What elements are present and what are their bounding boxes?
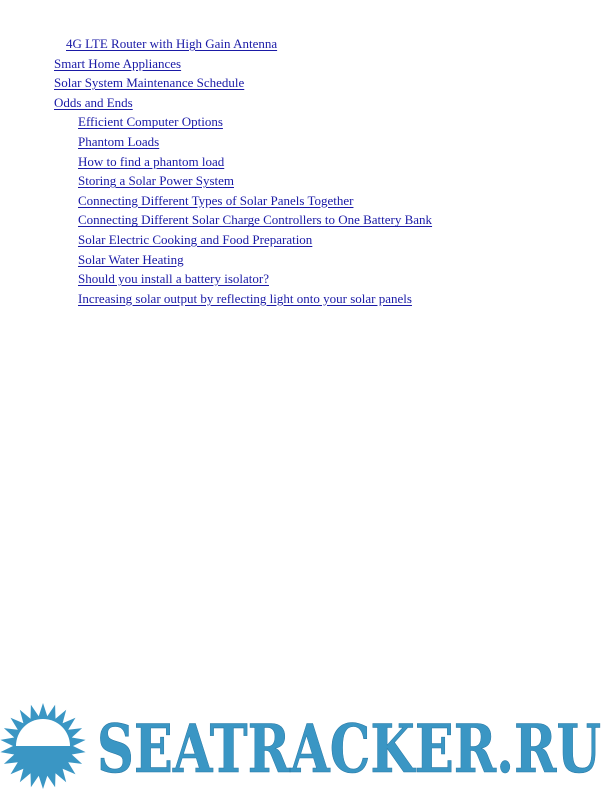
toc-link-storing-solar-system[interactable]: Storing a Solar Power System	[78, 173, 234, 189]
watermark-footer	[0, 700, 612, 792]
toc-link-solar-cooking[interactable]: Solar Electric Cooking and Food Preparation	[78, 231, 313, 247]
toc-link-efficient-computer-options[interactable]: Efficient Computer Options	[78, 114, 223, 130]
toc-link-battery-isolator[interactable]: Should you install a battery isolator?	[78, 271, 269, 287]
toc-link-solar-water-heating[interactable]: Solar Water Heating	[78, 251, 184, 267]
watermark-text: SEATRACKER.RU	[97, 710, 601, 788]
toc-link-solar-maintenance-schedule[interactable]: Solar System Maintenance Schedule	[54, 75, 245, 91]
toc-link-connecting-panel-types[interactable]: Connecting Different Types of Solar Panels Together	[78, 192, 354, 208]
toc-link-find-phantom-load[interactable]: How to find a phantom load	[78, 153, 225, 169]
toc-link-smart-home-appliances[interactable]: Smart Home Appliances	[54, 55, 182, 71]
table-of-contents	[0, 34, 612, 308]
toc-link-4g-lte-router[interactable]: 4G LTE Router with High Gain Antenna	[66, 36, 278, 51]
toc-link-phantom-loads[interactable]: Phantom Loads	[78, 133, 160, 149]
toc-link-reflecting-light[interactable]: Increasing solar output by reflecting light onto your solar panels	[78, 290, 412, 306]
sun-icon	[0, 703, 85, 789]
toc-link-connecting-charge-controllers[interactable]: Connecting Different Solar Charge Controllers to One Battery Bank	[78, 212, 433, 228]
toc-link-odds-and-ends[interactable]: Odds and Ends	[54, 94, 133, 110]
